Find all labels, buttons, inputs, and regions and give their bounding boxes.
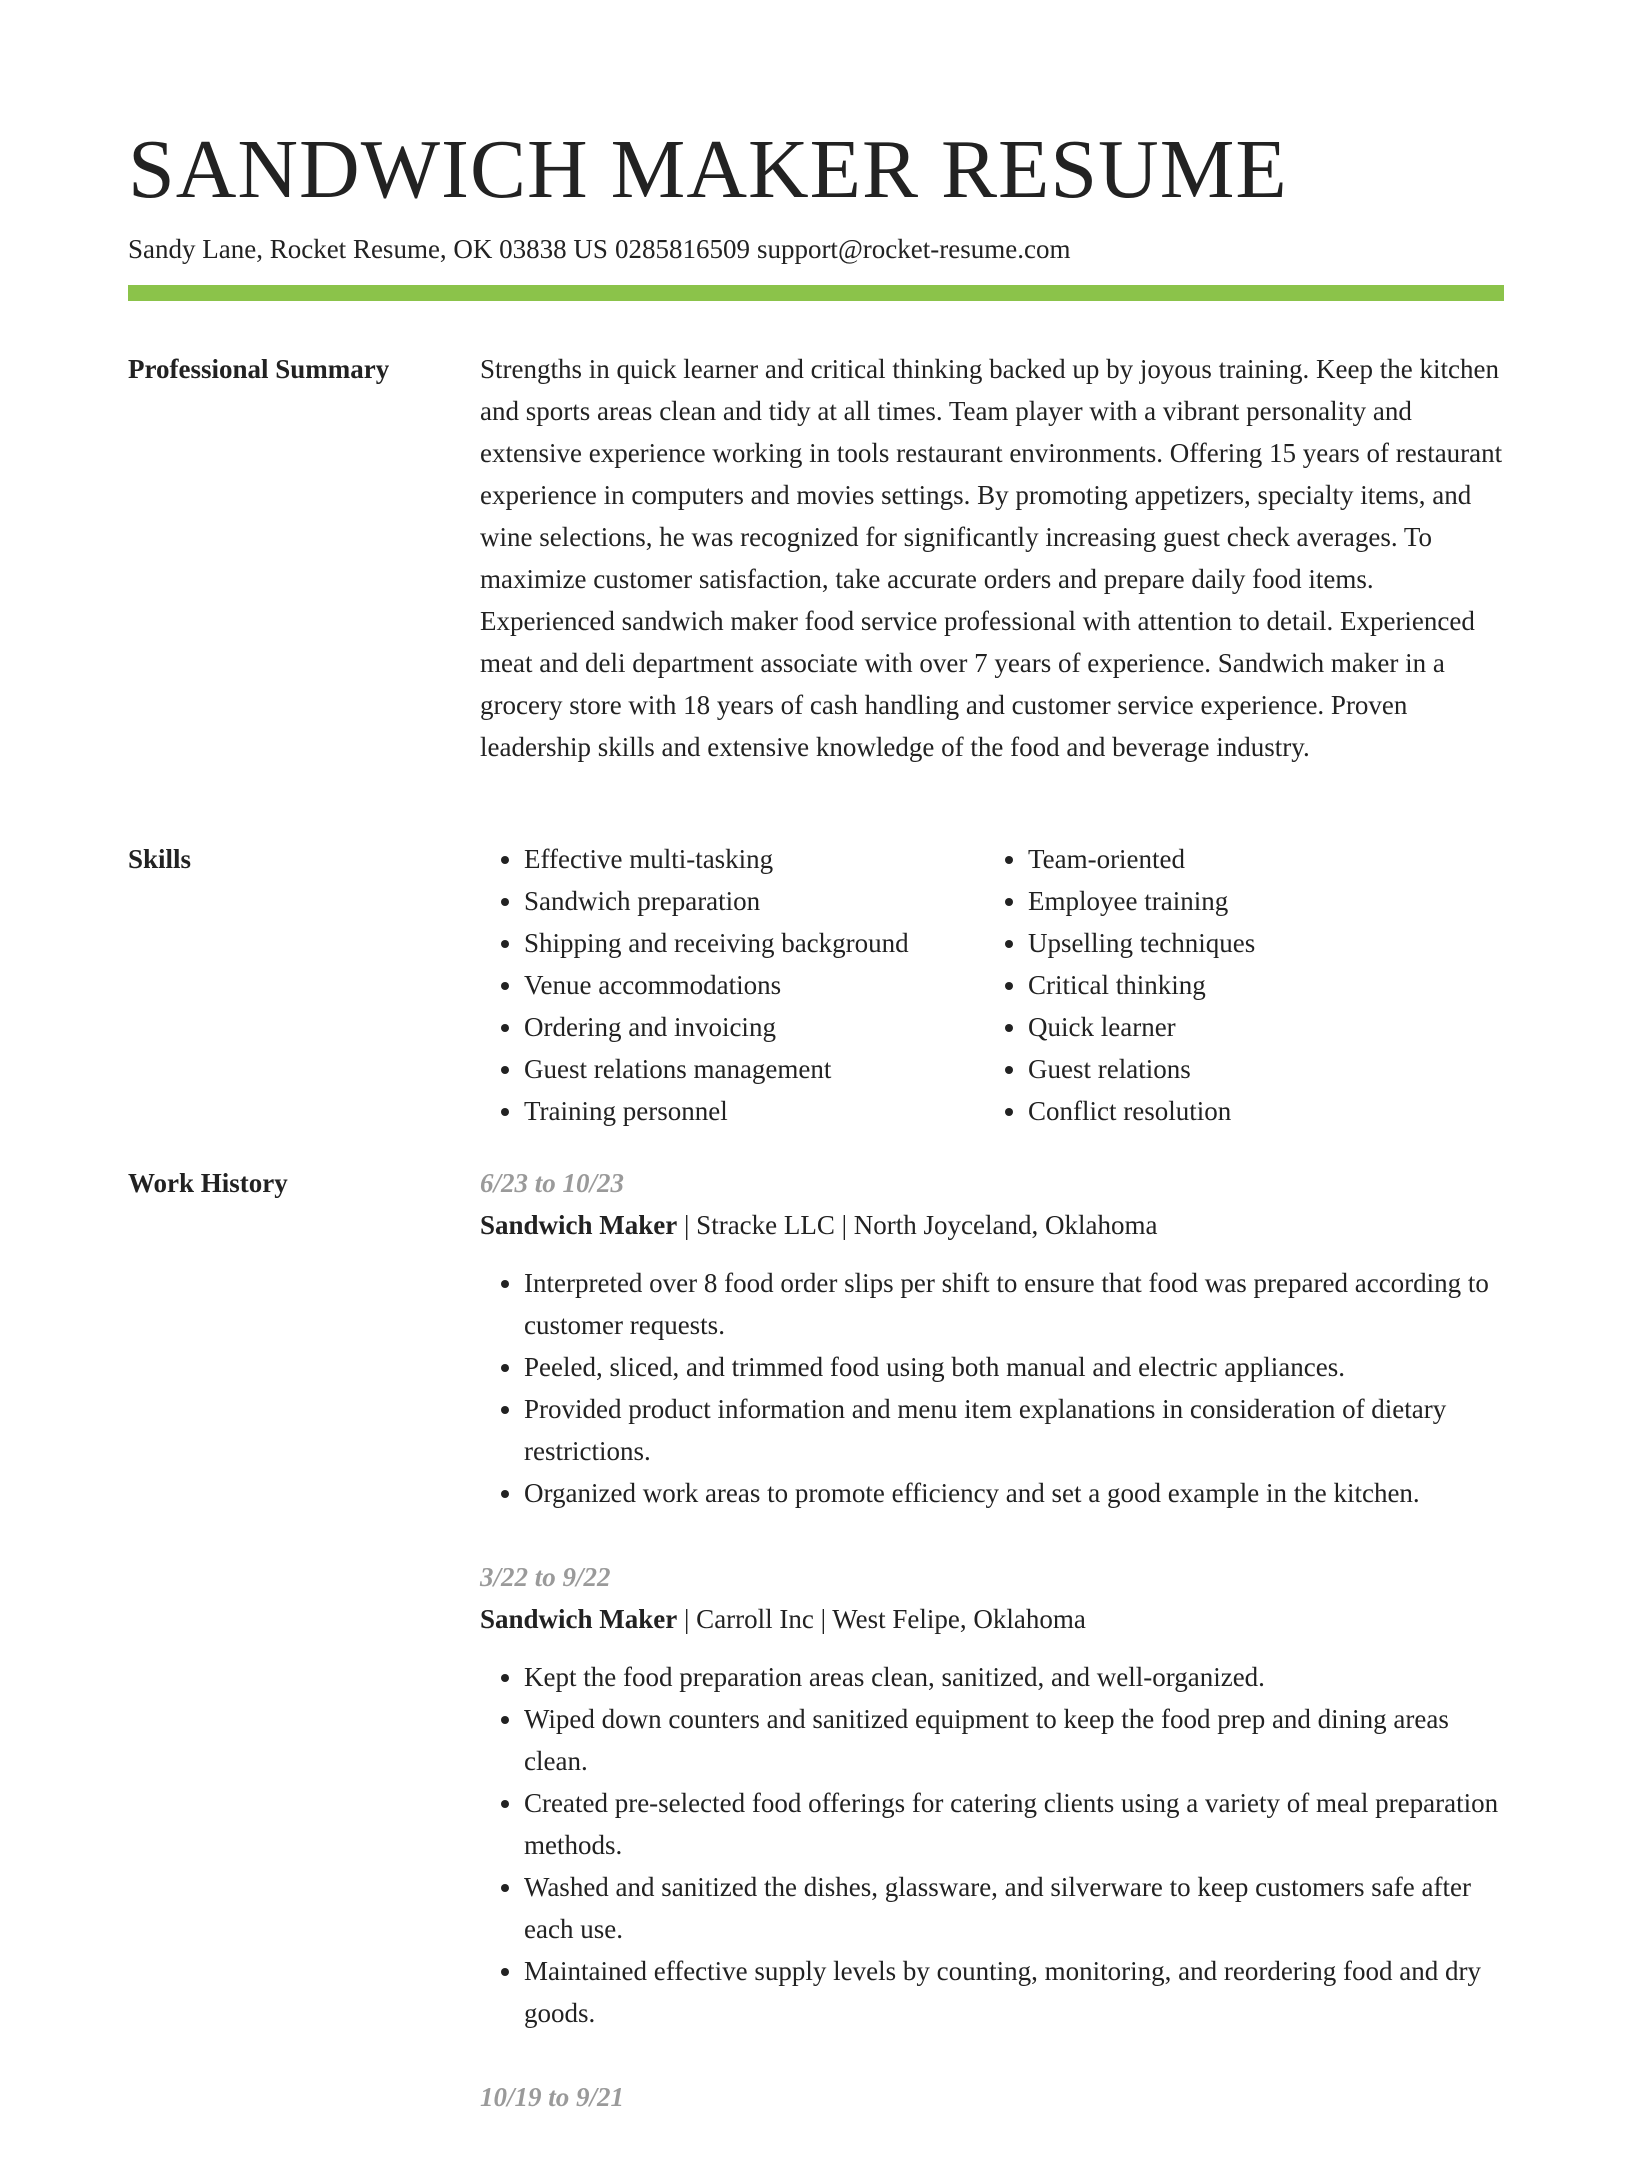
work-history-label: Work History: [128, 1168, 288, 1198]
job-details: | Stracke LLC | North Joyceland, Oklahoma: [677, 1210, 1158, 1240]
skill-item: • Conflict resolution: [1028, 1090, 1488, 1132]
job-title: Sandwich Maker: [480, 1604, 678, 1634]
skill-item: • Sandwich preparation: [524, 880, 984, 922]
job-entry: [480, 1162, 1504, 1514]
job-bullet: • Kept the food preparation areas clean, sanitized, and well-organized.: [524, 1656, 1504, 1698]
job-bullet: • Organized work areas to promote efficiency and set a good example in the kitchen.: [524, 1472, 1504, 1514]
summary-body: [480, 348, 1504, 768]
job-bullet: • Created pre-selected food offerings for catering clients using a variety of meal preparation methods.: [524, 1782, 1504, 1866]
header-divider: [128, 285, 1504, 301]
job-bullet: • Washed and sanitized the dishes, glassware, and silverware to keep customers safe after each use.: [524, 1866, 1504, 1950]
skills-list-left: [480, 838, 984, 1132]
job-bullet: • Wiped down counters and sanitized equipment to keep the food prep and dining areas clean.: [524, 1698, 1504, 1782]
skill-item: • Quick learner: [1028, 1006, 1488, 1048]
contact-line: [128, 230, 1070, 268]
skill-item: • Critical thinking: [1028, 964, 1488, 1006]
job-bullet: • Maintained effective supply levels by counting, monitoring, and reordering food and dry goods.: [524, 1950, 1504, 2034]
skills-label: Skills: [128, 844, 192, 874]
skill-item: • Venue accommodations: [524, 964, 984, 1006]
job-dates: 6/23 to 10/23: [480, 1168, 625, 1198]
job-bullet: • Interpreted over 8 food order slips per shift to ensure that food was prepared according to customer requests.: [524, 1262, 1504, 1346]
contact-phone: 0285816509: [614, 234, 750, 264]
resume-title: SANDWICH MAKER RESUME: [128, 123, 1288, 216]
skill-item: • Guest relations: [1028, 1048, 1488, 1090]
job-bullet: • Peeled, sliced, and trimmed food using both manual and electric appliances.: [524, 1346, 1504, 1388]
job-bullet: • Provided product information and menu item explanations in consideration of dietary restrictions.: [524, 1388, 1504, 1472]
skill-item: • Upselling techniques: [1028, 922, 1488, 964]
job-title: Sandwich Maker: [480, 1210, 678, 1240]
contact-address: Sandy Lane, Rocket Resume, OK 03838 US: [128, 234, 608, 264]
job-bullets: [480, 1656, 1504, 2034]
job-entry: [480, 1556, 1504, 2034]
contact-email: support@rocket-resume.com: [756, 234, 1071, 264]
skill-item: • Ordering and invoicing: [524, 1006, 984, 1048]
summary-text: Strengths in quick learner and critical thinking backed up by joyous training. Keep the kitchen and sports areas clean and tidy at all times. Team player with a vibrant personality and extensive experience working in tools restaurant environments. Offering 15 years of restaurant experience in computers and movies settings. By promoting appetizers, specialty items, and wine selections, he was recognized for significantly increasing guest check averages. To maximize customer satisfaction, take accurate orders and prepare daily food items. Experienced sandwich maker food service professional with attention to detail. Experienced meat and deli department associate with over 7 years of experience. Sandwich maker in a grocery store with 18 years of cash handling and customer service experience. Proven leadership skills and extensive knowledge of the food and beverage industry.: [480, 354, 1503, 762]
skills-columns: [480, 838, 1504, 1132]
job-dates: 3/22 to 9/22: [480, 1562, 611, 1592]
summary-label: Professional Summary: [128, 354, 390, 384]
skill-item: • Training personnel: [524, 1090, 984, 1132]
job-details: | Carroll Inc | West Felipe, Oklahoma: [677, 1604, 1086, 1634]
skill-item: • Employee training: [1028, 880, 1488, 922]
skill-item: • Team-oriented: [1028, 838, 1488, 880]
skill-item: • Effective multi-tasking: [524, 838, 984, 880]
job-dates: 10/19 to 9/21: [480, 2082, 625, 2112]
skill-item: • Guest relations management: [524, 1048, 984, 1090]
work-history-body: [480, 1162, 1504, 2160]
skill-item: • Shipping and receiving background: [524, 922, 984, 964]
skills-list-right: [984, 838, 1488, 1132]
skills-body: [480, 838, 1504, 1132]
job-heading: [480, 1598, 1504, 1640]
job-heading: [480, 1204, 1504, 1246]
job-bullets: [480, 1262, 1504, 1514]
